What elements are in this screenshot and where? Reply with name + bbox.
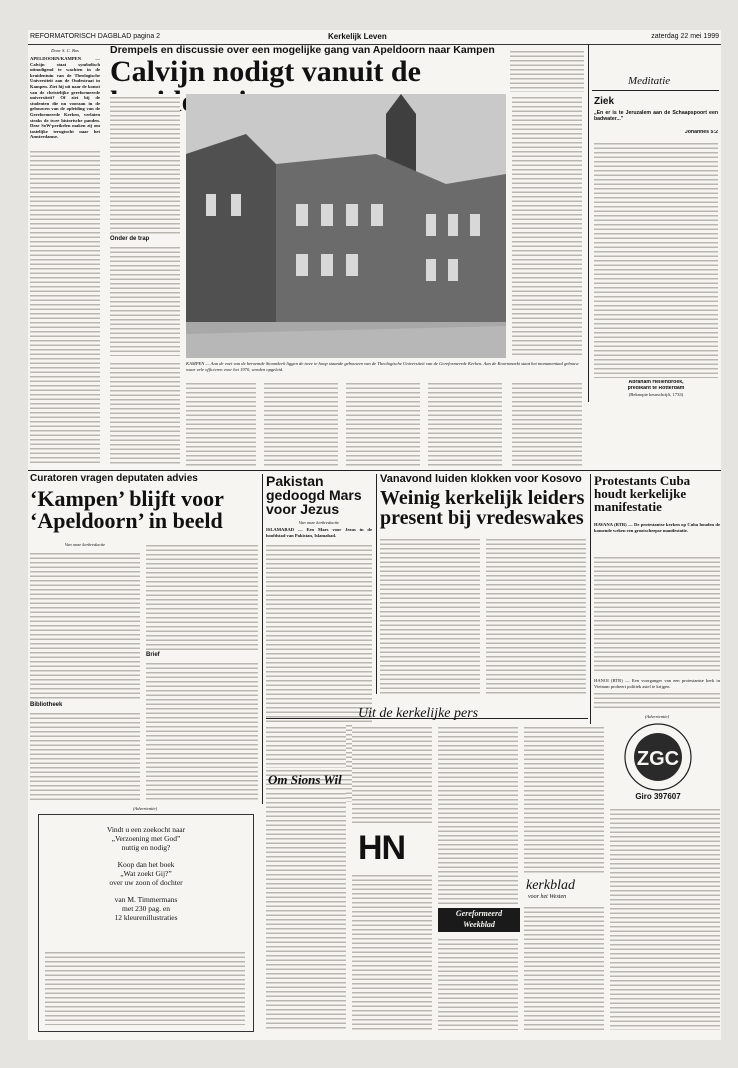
- hn-logo: HN: [358, 829, 406, 867]
- meditatie-divider: [588, 44, 589, 402]
- book-ad-line1: Vindt u een zoekocht naar: [106, 825, 186, 834]
- giro-number: Giro 397607: [635, 792, 681, 801]
- lead-byline: Door S. C. Bos: [51, 48, 79, 53]
- advertentie-label-right: (Advertentie): [644, 714, 670, 719]
- church-photo-illustration: [186, 94, 506, 358]
- header-center: Kerkelijk Leven: [328, 32, 387, 41]
- story2-subhead-2: Brief: [146, 652, 160, 658]
- lead-body-col6: [346, 380, 420, 466]
- hanoi-body: [594, 690, 720, 710]
- book-ad-text: [39, 815, 253, 922]
- uit-intro: [266, 724, 346, 768]
- meditatie-title: Ziek: [594, 96, 615, 107]
- uit-col4b: [524, 904, 604, 1030]
- kerkblad-logo: kerkblad: [526, 878, 575, 893]
- book-ad-line9: 12 kleurenillustraties: [114, 913, 178, 922]
- story2-col1b: [30, 710, 140, 800]
- lead-title: Calvijn nodigt vanuit de: [110, 55, 421, 88]
- book-ad-line7: van M. Timmermans: [114, 895, 178, 904]
- lead-body-col3-bottom: [186, 380, 256, 466]
- section-divider-1: [28, 470, 721, 471]
- uit-col3b: [438, 936, 518, 1030]
- gw-logo-line2: Weekblad: [463, 920, 495, 929]
- book-ad-line5: „Wat zoekt Gij?”: [120, 869, 172, 878]
- divider-story3: [262, 474, 263, 804]
- book-ad-line3: nuttig en nodig?: [121, 843, 171, 852]
- lead-body-col7: [428, 380, 502, 466]
- photo-caption: KAMPEN — Aan de voet van de beroemde Stoomkerk liggen de twee te hoop staande gebouwen van de Theologische Universiteit van de Gereformeerde Kerken. Aan de Koornmarkt staat het monumentaal gebouw waar vele officieren voor het 1970, worden opgeleid.: [186, 361, 579, 372]
- meditatie-ref: Johannes 5:2: [684, 130, 718, 135]
- church-photo: [186, 94, 506, 358]
- meditatie-author-sub: (Beknopte keurschrijft, 1733): [628, 392, 684, 397]
- story3-byline: Van onze kerkredactie: [298, 520, 340, 525]
- meditatie-label: Meditatie: [628, 75, 671, 87]
- uit-col4a: [524, 724, 604, 874]
- zgc-logo-icon: [610, 722, 706, 792]
- divider-story4: [376, 474, 377, 694]
- story5-title: Protestants Cuba houdt kerkelijke manifestatie: [594, 473, 691, 514]
- uit-label: Uit de kerkelijke pers: [358, 706, 479, 721]
- meditatie-author-role: predikant te Rotterdam: [627, 386, 685, 391]
- story3-title: Pakistan gedoogd Mars voor Jezus: [266, 473, 362, 517]
- advertentie-label-left: (Advertentie): [132, 806, 158, 811]
- story3-dateline: ISLAMABAD — Een Mars voor Jezus in de hoofdstad van Pakistan, Islamabad.: [266, 527, 372, 538]
- story4-kicker: Vanavond luiden klokken voor Kosovo: [380, 473, 582, 485]
- story4-col1: [380, 536, 480, 696]
- lead-kicker: Drempels en discussie over een mogelijke gang van Apeldoorn naar Kampen: [110, 44, 495, 56]
- story2-title: ‘Kampen’ blijft voor ‘Apeldoorn’ in beeld: [30, 486, 224, 533]
- book-ad-order-form[interactable]: [45, 949, 245, 1025]
- hanoi-brief: HANOI (RTR) — Een voorganger van een protestantse kerk in Vietnam probeert politiek asiel te krijgen.: [594, 678, 720, 689]
- story4-title: Weinig kerkelijk leiders present bij vredeswakes: [380, 487, 585, 529]
- header-right: zaterdag 22 mei 1999: [651, 33, 719, 40]
- meditatie-author: Abraham Hellenbroek,: [628, 380, 684, 385]
- uit-col2a: [352, 724, 432, 824]
- story4-col2: [486, 536, 586, 696]
- meditatie-body: [594, 140, 718, 378]
- gw-logo: [438, 908, 520, 932]
- uit-col3a: [438, 724, 518, 904]
- uit-col1: [266, 790, 346, 1030]
- lead-body-col2c: [110, 360, 180, 466]
- story5-dateline: HAVANA (RTR) — De protestantse kerken op Cuba houden de komende weken een grootscheepse manifestatie.: [594, 522, 720, 533]
- newspaper-sheet: [28, 30, 721, 1040]
- lead-body-col2a: [110, 94, 180, 234]
- story2-col1a: [30, 550, 140, 700]
- lead-subhead-1: Onder de trap: [110, 236, 150, 242]
- lead-body-col5: [264, 380, 338, 466]
- sons-logo: Om Sions Wil: [268, 772, 342, 787]
- lead-body-col2b: [110, 244, 180, 356]
- story2-kicker: Curatoren vragen deputaten advies: [30, 473, 198, 484]
- svg-text:ZGC: ZGC: [636, 748, 680, 770]
- book-ad-line2: „Verzoening met God”: [111, 834, 181, 843]
- story2-col2a: [146, 542, 258, 650]
- book-ad-line6: over uw zoon of dochter: [109, 878, 183, 887]
- book-ad-line4: Koop dan het boek: [117, 860, 175, 869]
- meditatie-quote: „En er is te Jeruzalem aan de Schaapspoort een badwater...”: [594, 110, 718, 122]
- meditatie-rule: [592, 90, 719, 91]
- lead-body-col1: [30, 148, 100, 466]
- page-header: [28, 30, 721, 45]
- gw-logo-line1: Gereformeerd: [455, 909, 503, 918]
- book-ad: [38, 814, 254, 1032]
- story2-subhead-1: Bibliotheek: [30, 702, 63, 708]
- book-ad-line8: met 230 pag. en: [122, 904, 170, 913]
- uit-col5: [610, 806, 720, 1030]
- giro-ad: [610, 722, 706, 802]
- story5-body: [594, 554, 720, 674]
- lead-body-col4: [512, 94, 582, 358]
- lead-intro: APELDOORN/KAMPEN — Calvijn staat symbolisch uitnodigend te wachten in de kruidentuin van de Theologische Universiteit aan de Oudestraat in Kampen. Ziet hij uit naar de komst van de christelijke gereformeerde universiteit? Of ziet hij de studenten die nu vooraan in de gebouwen van de opleiding van de Gereformeerde Kerken, verlaten straks de twee historische panden. Deze SoW-perikelen maken zij om tastelijke terugtocht naar het Amsterdamse.: [30, 56, 100, 140]
- kerkblad-logo-sub: voor het Westen: [528, 894, 567, 900]
- story2-byline: Van onze kerkredactie: [64, 542, 106, 547]
- story2-col2b: [146, 660, 258, 800]
- lead-body-right-top: [510, 48, 584, 92]
- uit-col2b: [352, 872, 432, 1030]
- header-left: REFORMATORISCH DAGBLAD pagina 2: [30, 33, 161, 40]
- lead-body-col8: [512, 380, 582, 466]
